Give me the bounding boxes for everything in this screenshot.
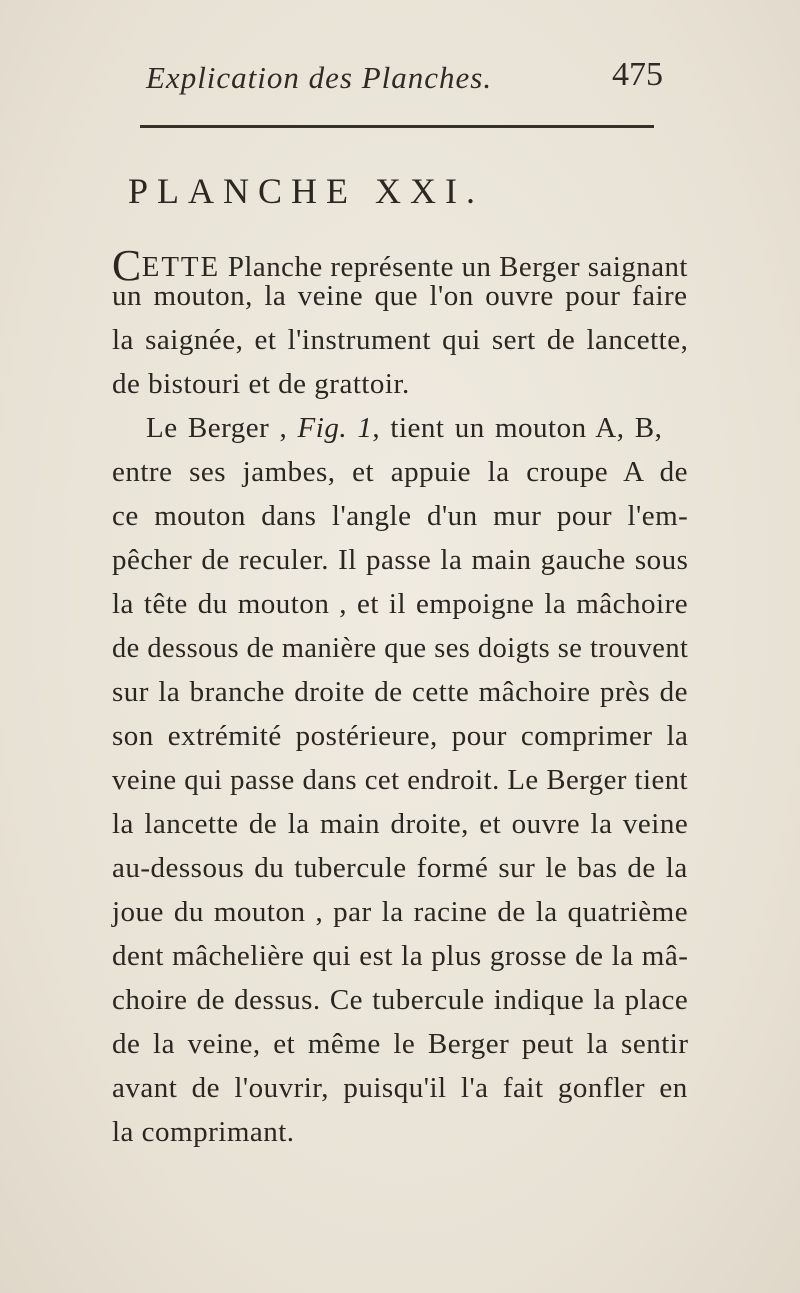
- text-line: la lancette de la main droite, et ouvre la veine: [112, 808, 689, 840]
- text-line: de bistouri et de grattoir.: [112, 368, 410, 400]
- text-segment: , tient un mouton A, B,: [372, 412, 663, 444]
- text-line: la comprimant.: [112, 1116, 295, 1148]
- text-line: la tête du mouton , et il empoigne la mâchoire: [112, 588, 689, 620]
- header-rule: [140, 125, 654, 128]
- text-line: la saignée, et l'instrument qui sert de lancette,: [112, 324, 689, 356]
- text-line: ce mouton dans l'angle d'un mur pour l'em-: [112, 500, 689, 532]
- text-line: de la veine, et même le Berger peut la sentir: [112, 1028, 689, 1060]
- text-line: [112, 240, 688, 290]
- text-line: pêcher de reculer. Il passe la main gauche sous: [112, 544, 689, 576]
- text-line: veine qui passe dans cet endroit. Le Berger tient: [112, 764, 689, 796]
- drop-capital: C: [112, 241, 142, 290]
- text-line: sur la branche droite de cette mâchoire près de: [112, 676, 688, 708]
- figure-reference: Fig. 1: [297, 412, 373, 444]
- running-head: [0, 52, 800, 102]
- first-word-rest: ETTE: [141, 251, 221, 283]
- text-line-content: Planche représente un Berger saignant: [220, 251, 688, 283]
- text-line: au-dessous du tubercule formé sur le bas de la: [112, 852, 688, 884]
- text-line: choire de dessus. Ce tubercule indique la place: [112, 984, 689, 1016]
- text-line: de dessous de manière que ses doigts se trouvent: [112, 632, 689, 664]
- page-number: 475: [612, 56, 663, 93]
- text-line: joue du mouton , par la racine de la quatrième: [112, 896, 689, 928]
- plate-title: PLANCHE XXI.: [128, 171, 484, 211]
- text-line: entre ses jambes, et appuie la croupe A de: [112, 456, 688, 488]
- text-line: dent mâchelière qui est la plus grosse de la mâ-: [112, 940, 689, 972]
- text-line: avant de l'ouvrir, puisqu'il l'a fait gonfler en: [112, 1072, 688, 1104]
- text-segment: Le Berger ,: [146, 412, 298, 444]
- text-line: son extrémité postérieure, pour comprimer la: [112, 720, 689, 752]
- running-title: Explication des Planches.: [146, 60, 493, 95]
- text-line: un mouton, la veine que l'on ouvre pour faire: [112, 280, 688, 312]
- text-line: [146, 412, 662, 445]
